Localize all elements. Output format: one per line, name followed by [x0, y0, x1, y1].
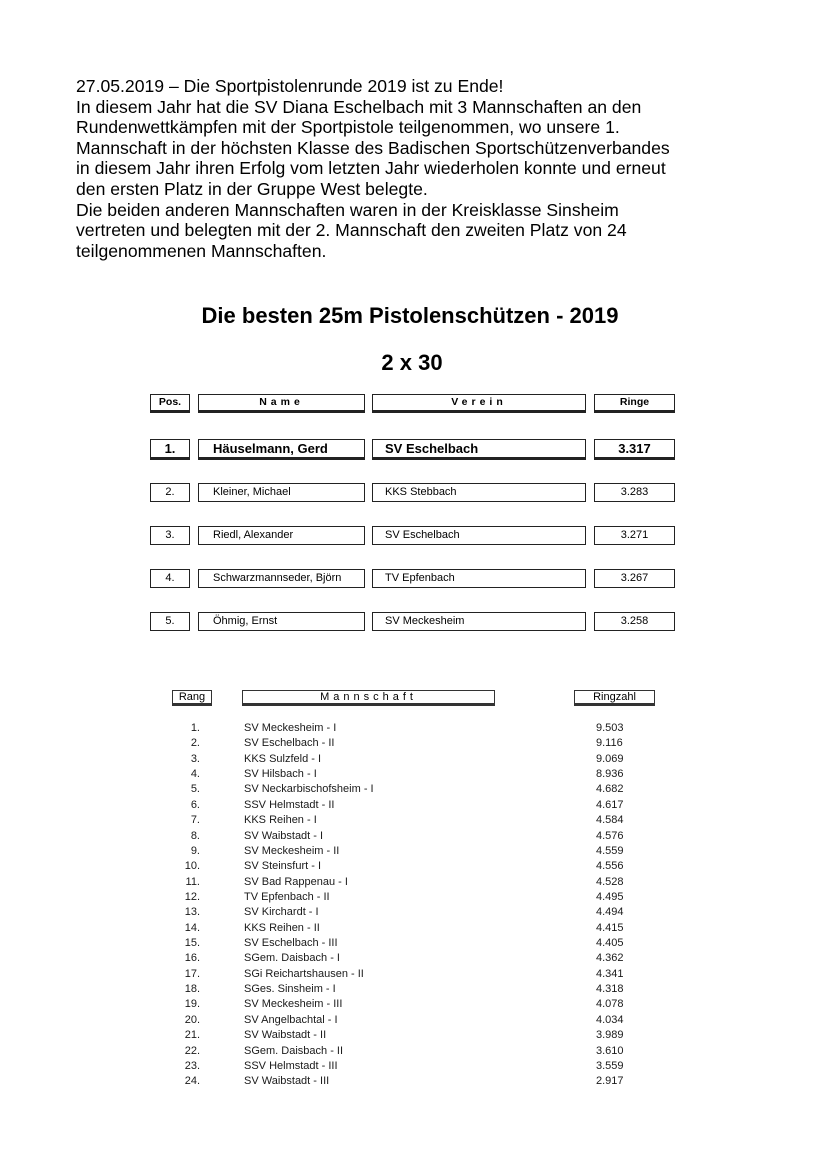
team-name: SGem. Daisbach - I [244, 952, 340, 965]
team-name: KKS Reihen - II [244, 921, 320, 934]
team-rank: 11. [185, 875, 200, 888]
shooter-name: Riedl, Alexander [198, 526, 365, 545]
team-rank: 2. [190, 737, 200, 750]
team-name: KKS Reihen - I [244, 814, 317, 827]
team-score: 4.362 [596, 952, 624, 965]
team-name: SV Neckarbischofsheim - I [244, 783, 374, 796]
team-row [0, 921, 820, 936]
team-rank: 4. [190, 768, 200, 781]
team-name: SV Waibstadt - I [244, 829, 324, 842]
team-score: 4.584 [596, 814, 624, 827]
header-name: Name [198, 394, 365, 413]
shooter-ringe: 3.267 [594, 569, 675, 588]
team-row [0, 767, 820, 782]
team-rank: 16. [184, 952, 200, 965]
team-rank: 20. [184, 1013, 200, 1026]
team-rank: 1. [190, 722, 200, 734]
intro-line: Mannschaft in der höchsten Klasse des Badischen Sportschützenverbandes [76, 137, 670, 158]
team-row [0, 1074, 820, 1089]
team-score: 3.989 [596, 1029, 624, 1042]
team-score: 4.318 [596, 983, 624, 996]
intro-line: den ersten Platz in der Gruppe West belegte. [76, 178, 428, 199]
team-name: KKS Sulzfeld - I [244, 752, 322, 765]
team-row [0, 829, 820, 844]
header-rang: Rang [172, 690, 212, 706]
header-ringzahl: Ringzahl [574, 690, 655, 706]
team-score: 9.503 [596, 722, 624, 734]
team-name: SSV Helmstadt - II [244, 798, 335, 811]
intro-line: in diesem Jahr ihren Erfolg vom letzten Jahr wiederholen konnte und erneut [76, 158, 666, 179]
team-score: 9.069 [596, 752, 624, 765]
team-rank: 8. [190, 829, 200, 842]
team-row [0, 875, 820, 890]
shooter-name: Schwarzmannseder, Björn [198, 569, 365, 588]
team-row [0, 1059, 820, 1074]
intro-paragraph [76, 76, 776, 261]
team-name: SV Eschelbach - III [244, 937, 338, 950]
shooter-verein: SV Meckesheim [372, 612, 586, 631]
shooter-verein: KKS Stebbach [372, 483, 586, 502]
team-row [0, 813, 820, 828]
team-score: 4.559 [596, 844, 624, 857]
team-rank: 13. [184, 906, 200, 919]
team-row [0, 1013, 820, 1028]
team-score: 4.405 [596, 937, 624, 950]
team-score: 4.341 [596, 967, 624, 980]
team-row [0, 859, 820, 874]
team-score: 8.936 [596, 768, 624, 781]
team-name: SV Waibstadt - III [244, 1075, 330, 1088]
header-verein: Verein [372, 394, 586, 413]
team-name: SSV Helmstadt - III [244, 1059, 338, 1072]
team-row [0, 721, 820, 736]
team-name: SGem. Daisbach - II [244, 1044, 344, 1057]
team-name: SV Meckesheim - III [244, 998, 343, 1011]
team-name: SV Meckesheim - II [244, 844, 340, 857]
team-name: SV Eschelbach - II [244, 737, 335, 750]
team-score: 4.528 [596, 875, 624, 888]
team-score: 4.682 [596, 783, 624, 796]
shooter-ringe: 3.271 [594, 526, 675, 545]
team-score: 3.610 [596, 1044, 624, 1057]
team-score: 9.116 [596, 737, 623, 750]
team-row [0, 905, 820, 920]
team-rank: 18. [184, 983, 200, 996]
team-row [0, 1044, 820, 1059]
team-rank: 15. [184, 937, 200, 950]
header-pos: Pos. [150, 394, 190, 413]
shooter-name: Kleiner, Michael [198, 483, 365, 502]
shooter-verein: SV Eschelbach [372, 526, 586, 545]
shooter-pos: 5. [150, 612, 190, 631]
intro-line: Die beiden anderen Mannschaften waren in der Kreisklasse Sinsheim [76, 199, 619, 220]
team-name: SGes. Sinsheim - I [244, 983, 336, 996]
intro-line: In diesem Jahr hat die SV Diana Eschelbach mit 3 Mannschaften an den [76, 96, 642, 117]
team-rank: 21. [184, 1029, 200, 1042]
header-mannschaft: Mannschaft [242, 690, 495, 706]
intro-line: teilgenommenen Mannschaften. [76, 240, 327, 261]
team-rank: 17. [184, 967, 200, 980]
shooter-name: Öhmig, Ernst [198, 612, 365, 631]
team-row [0, 752, 820, 767]
team-rank: 3. [190, 752, 200, 765]
team-rank: 24. [184, 1075, 200, 1088]
team-score: 4.617 [596, 798, 624, 811]
shooter-name: Häuselmann, Gerd [198, 439, 365, 460]
team-row [0, 982, 820, 997]
intro-line: vertreten und belegten mit der 2. Mannschaft den zweiten Platz von 24 [76, 220, 627, 241]
team-score: 4.556 [596, 860, 624, 873]
team-name: SV Kirchardt - I [244, 906, 319, 919]
team-row [0, 936, 820, 951]
team-name: SV Steinsfurt - I [244, 860, 322, 873]
team-rank: 5. [190, 783, 200, 796]
shooter-pos: 3. [150, 526, 190, 545]
team-score: 4.495 [596, 890, 624, 903]
shooter-verein: TV Epfenbach [372, 569, 586, 588]
page-subtitle: 2 x 30 [381, 350, 443, 375]
team-score: 4.034 [596, 1013, 624, 1026]
team-score: 3.559 [596, 1059, 624, 1072]
team-row [0, 736, 820, 751]
team-rank: 6. [190, 798, 200, 811]
team-rank: 22. [184, 1044, 200, 1057]
team-name: TV Epfenbach - II [244, 890, 330, 903]
page-title: Die besten 25m Pistolenschützen - 2019 [201, 303, 619, 328]
team-score: 2.917 [596, 1075, 624, 1088]
team-rank: 10. [184, 860, 200, 873]
team-name: SV Hilsbach - I [244, 768, 317, 781]
shooter-pos: 1. [150, 439, 190, 460]
header-ringe: Ringe [594, 394, 675, 413]
team-row [0, 951, 820, 966]
team-score: 4.078 [596, 998, 624, 1011]
team-row [0, 798, 820, 813]
shooter-ringe: 3.258 [594, 612, 675, 631]
shooter-ringe: 3.283 [594, 483, 675, 502]
team-name: SV Angelbachtal - I [244, 1013, 338, 1026]
team-name: SGi Reichartshausen - II [244, 967, 364, 980]
team-rank: 7. [190, 814, 200, 827]
team-score: 4.576 [596, 829, 624, 842]
team-name: SV Meckesheim - I [244, 722, 337, 734]
team-score: 4.494 [596, 906, 624, 919]
shooter-verein: SV Eschelbach [372, 439, 586, 460]
team-rank: 14. [184, 921, 200, 934]
team-name: SV Waibstadt - II [244, 1029, 327, 1042]
team-rank: 12. [184, 890, 200, 903]
team-row [0, 997, 820, 1012]
team-name: SV Bad Rappenau - I [244, 875, 348, 888]
shooter-pos: 4. [150, 569, 190, 588]
intro-line: Rundenwettkämpfen mit der Sportpistole teilgenommen, wo unsere 1. [76, 117, 620, 138]
team-row [0, 890, 820, 905]
shooter-ringe: 3.317 [594, 439, 675, 460]
shooter-pos: 2. [150, 483, 190, 502]
team-score: 4.415 [596, 921, 624, 934]
team-rank: 23. [184, 1059, 200, 1072]
team-row [0, 782, 820, 797]
intro-line: 27.05.2019 – Die Sportpistolenrunde 2019 ist zu Ende! [76, 76, 504, 96]
team-rank: 19. [184, 998, 200, 1011]
team-rank: 9. [190, 844, 200, 857]
team-row [0, 1028, 820, 1043]
team-row [0, 844, 820, 859]
team-row [0, 967, 820, 982]
